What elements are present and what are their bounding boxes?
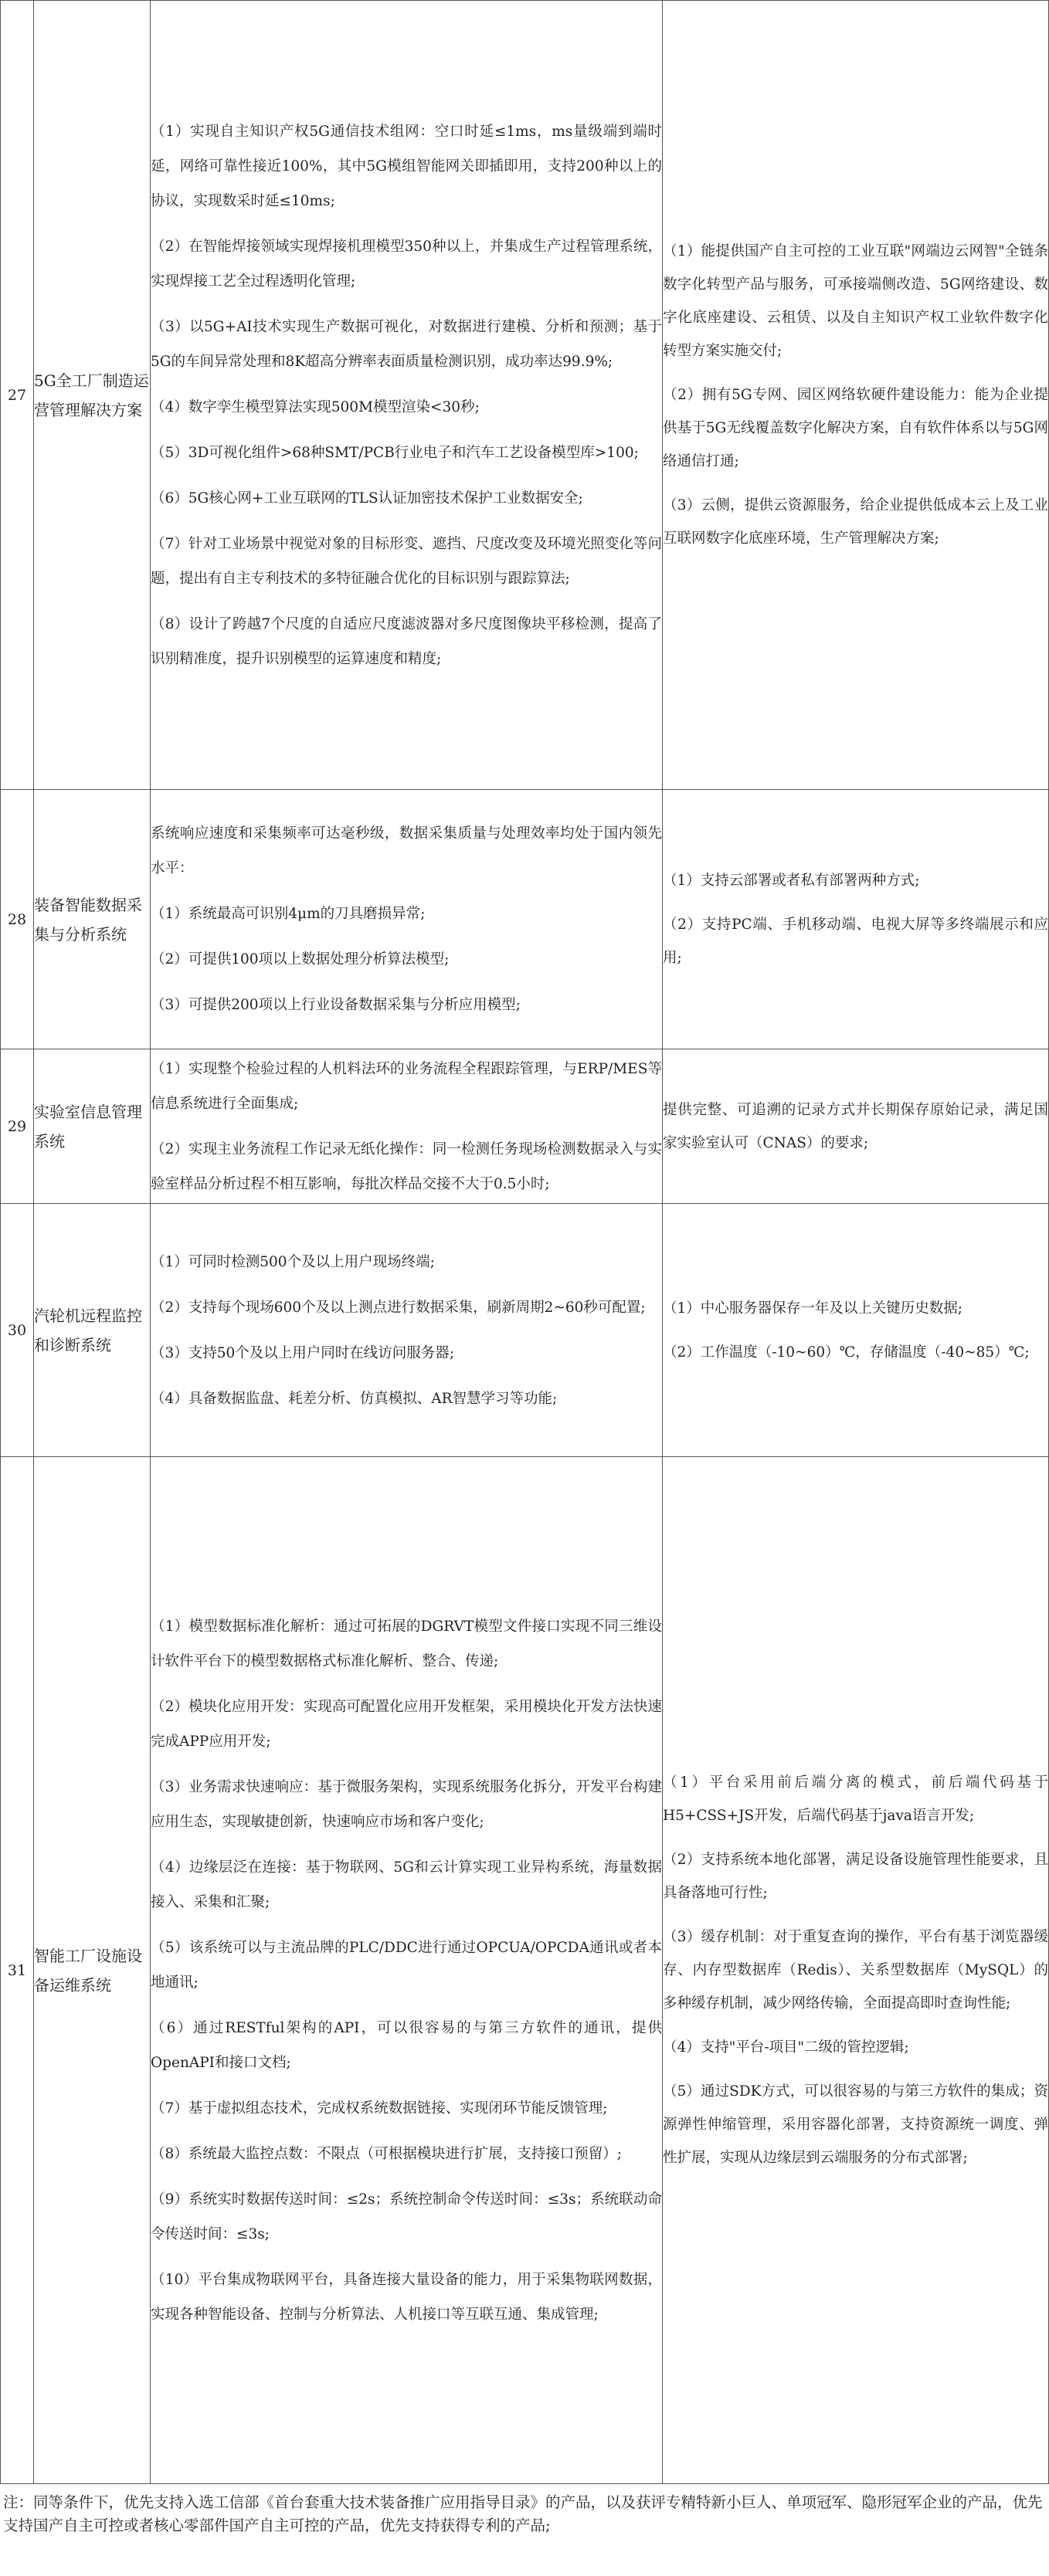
spec-cell bbox=[663, 1204, 1049, 1457]
row-number: 28 bbox=[1, 790, 34, 1049]
function-item: （1）实现自主知识产权5G通信技术组网：空口时延≤1ms，ms量级端到端时延，网络可靠性接近100%，其中5G模组智能网关即插即用，支持200种以上的协议，实现数采时延≤10ms; bbox=[151, 123, 662, 209]
spec-cell bbox=[663, 1457, 1049, 2484]
function-item: （4）数字孪生模型算法实现500M模型渲染<30秒; bbox=[151, 398, 480, 415]
product-name: 装备智能数据采集与分析系统 bbox=[34, 790, 151, 1049]
spec-cell bbox=[663, 790, 1049, 1049]
function-item: （2）可提供100项以上数据处理分析算法模型; bbox=[151, 951, 450, 968]
product-name: 5G全工厂制造运营管理解决方案 bbox=[34, 1, 151, 790]
product-name: 实验室信息管理系统 bbox=[34, 1049, 151, 1204]
row-number: 30 bbox=[1, 1204, 34, 1457]
row-number: 29 bbox=[1, 1049, 34, 1204]
function-item: （4）具备数据监盘、耗差分析、仿真模拟、AR智慧学习等功能; bbox=[151, 1390, 558, 1407]
spec-item: （2）支持系统本地化部署，满足设备设施管理性能要求，且具备落地可行性; bbox=[663, 1852, 1048, 1901]
function-item: （1）可同时检测500个及以上用户现场终端; bbox=[151, 1253, 435, 1270]
function-item: （7）基于虚拟组态技术，完成权系统数据链接、实现闭环节能反馈管理; bbox=[151, 2100, 608, 2117]
table-row bbox=[1, 1204, 1049, 1457]
spec-item: （2）工作温度（-10~60）℃，存储温度（-40~85）℃; bbox=[663, 1344, 1030, 1361]
spec-cell bbox=[663, 1049, 1049, 1204]
table-row bbox=[1, 790, 1049, 1049]
function-item: （5）3D可视化组件>68种SMT/PCB行业电子和汽车工艺设备模型库>100; bbox=[151, 444, 639, 461]
function-item: （2）在智能焊接领域实现焊接机理模型350种以上，并集成生产过程管理系统，实现焊接工艺全过程透明化管理; bbox=[151, 238, 662, 290]
function-item: （3）可提供200项以上行业设备数据采集与分析应用模型; bbox=[151, 997, 521, 1013]
spec-cell bbox=[663, 1, 1049, 790]
product-name: 汽轮机远程监控和诊断系统 bbox=[34, 1204, 151, 1457]
function-item: （2）实现主业务流程工作记录无纸化操作：同一检测任务现场检测数据录入与实验室样品分析过程不相互影响，每批次样品交接不大于0.5小时; bbox=[151, 1141, 662, 1192]
function-item: （1）模型数据标准化解析：通过可拓展的DGRVT模型文件接口实现不同三维设计软件平台下的模型数据格式标准化解析、整合、传递; bbox=[151, 1618, 662, 1669]
spec-item: （2）支持PC端、手机移动端、电视大屏等多终端展示和应用; bbox=[663, 917, 1048, 966]
function-item: （4）边缘层泛在连接：基于物联网、5G和云计算实现工业异构系统，海量数据接入、采集和汇聚; bbox=[151, 1859, 662, 1910]
table-row bbox=[1, 1457, 1049, 2484]
function-item: （3）支持50个及以上用户同时在线访问服务器; bbox=[151, 1344, 455, 1361]
spec-item: （3）云侧，提供云资源服务，给企业提供低成本云上及工业互联网数字化底座环境，生产管理解决方案; bbox=[663, 497, 1048, 547]
function-item: （10）平台集成物联网平台，具备连接大量设备的能力，用于采集物联网数据，实现各种智能设备、控制与分析算法、人机接口等互联互通、集成管理; bbox=[151, 2271, 662, 2323]
spec-item: （1）能提供国产自主可控的工业互联"网端边云网智"全链条数字化转型产品与服务，可承接端侧改造、5G网络建设、数字化底座建设、云租赁、以及自主知识产权工业软件数字化转型方案实施交付; bbox=[663, 243, 1048, 359]
function-item: （5）该系统可以与主流品牌的PLC/DDC进行通过OPCUA/OPCDA通讯或者本地通讯; bbox=[151, 1939, 662, 1991]
spec-item: （3）缓存机制：对于重复查询的操作，平台有基于浏览器缓存、内存型数据库（Redis）、关系型数据库（MySQL）的多种缓存机制，减少网络传输，全面提高即时查询性能; bbox=[663, 1929, 1048, 2012]
function-item: （3）业务需求快速响应：基于微服务架构，实现系统服务化拆分，开发平台构建应用生态，实现敏捷创新，快速响应市场和客户变化; bbox=[151, 1778, 662, 1830]
function-item: （9）系统实时数据传送时间：≤2s；系统控制命令传送时间：≤3s；系统联动命令传送时间：≤3s; bbox=[151, 2191, 662, 2242]
function-item: （2）模块化应用开发：实现高可配置化应用开发框架，采用模块化开发方法快速完成APP应用开发; bbox=[151, 1698, 662, 1750]
spec-item: 提供完整、可追溯的记录方式并长期保存原始记录，满足国家实验室认可（CNAS）的要求; bbox=[663, 1101, 1048, 1151]
function-item: （1）系统最高可识别4μm的刀具磨损异常; bbox=[151, 906, 426, 922]
function-cell bbox=[151, 1457, 663, 2484]
function-cell bbox=[151, 790, 663, 1049]
function-item: （2）支持每个现场600个及以上测点进行数据采集，刷新周期2~60秒可配置; bbox=[151, 1299, 646, 1316]
function-item: （7）针对工业场景中视觉对象的目标形变、遮挡、尺度改变及环境光照变化等问题，提出有自主专利技术的多特征融合优化的目标识别与跟踪算法; bbox=[151, 535, 662, 587]
function-cell bbox=[151, 1049, 663, 1204]
footnote: 注：同等条件下，优先支持入选工信部《首台套重大技术装备推广应用指导目录》的产品，以及获评专精特新小巨人、单项冠军、隐形冠军企业的产品，优先支持国产自主可控或者核心零部件国产自主可控的产品，优先支持获得专利的产品; bbox=[3, 2493, 1043, 2534]
function-item: （3）以5G+AI技术实现生产数据可视化，对数据进行建模、分析和预测；基于5G的车间异常处理和8K超高分辨率表面质量检测识别，成功率达99.9%; bbox=[151, 318, 662, 370]
function-item: （6）通过RESTful架构的API，可以很容易的与第三方软件的通讯，提供OpenAPI和接口文档; bbox=[151, 2019, 662, 2071]
spec-item: （5）通过SDK方式，可以很容易的与第三方软件的集成；资源弹性伸缩管理，采用容器化部署，支持资源统一调度、弹性扩展，实现从边缘层到云端服务的分布式部署; bbox=[663, 2083, 1048, 2166]
product-name: 智能工厂设施设备运维系统 bbox=[34, 1457, 151, 2484]
spec-item: （4）支持"平台-项目"二级的管控逻辑; bbox=[663, 2039, 909, 2056]
spec-item: （1）中心服务器保存一年及以上关键历史数据; bbox=[663, 1300, 963, 1317]
function-cell bbox=[151, 1, 663, 790]
function-item: （8）系统最大监控点数：不限点（可根据模块进行扩展，支持接口预留）; bbox=[151, 2145, 623, 2162]
function-item: （8）设计了跨越7个尺度的自适应尺度滤波器对多尺度图像块平移检测，提高了识别精准度，提升识别模型的运算速度和精度; bbox=[151, 615, 662, 667]
row-number: 31 bbox=[1, 1457, 34, 2484]
spec-item: （2）拥有5G专网、园区网络软硬件建设能力：能为企业提供基于5G无线覆盖数字化解决方案，自有软件体系以与5G网络通信打通; bbox=[663, 387, 1048, 469]
function-item: （1）实现整个检验过程的人机料法环的业务流程全程跟踪管理，与ERP/MES等信息系统进行全面集成; bbox=[151, 1060, 662, 1112]
table-row bbox=[1, 1049, 1049, 1204]
function-cell bbox=[151, 1204, 663, 1457]
table-row bbox=[1, 1, 1049, 790]
function-item: （6）5G核心网+工业互联网的TLS认证加密技术保护工业数据安全; bbox=[151, 490, 583, 507]
row-number: 27 bbox=[1, 1, 34, 790]
spec-item: （1）支持云部署或者私有部署两种方式; bbox=[663, 873, 920, 889]
function-item: 系统响应速度和采集频率可达毫秒级，数据采集质量与处理效率均处于国内领先水平： bbox=[151, 825, 662, 876]
spec-item: （1）平台采用前后端分离的模式，前后端代码基于H5+CSS+JS开发，后端代码基于java语言开发; bbox=[663, 1774, 1048, 1824]
